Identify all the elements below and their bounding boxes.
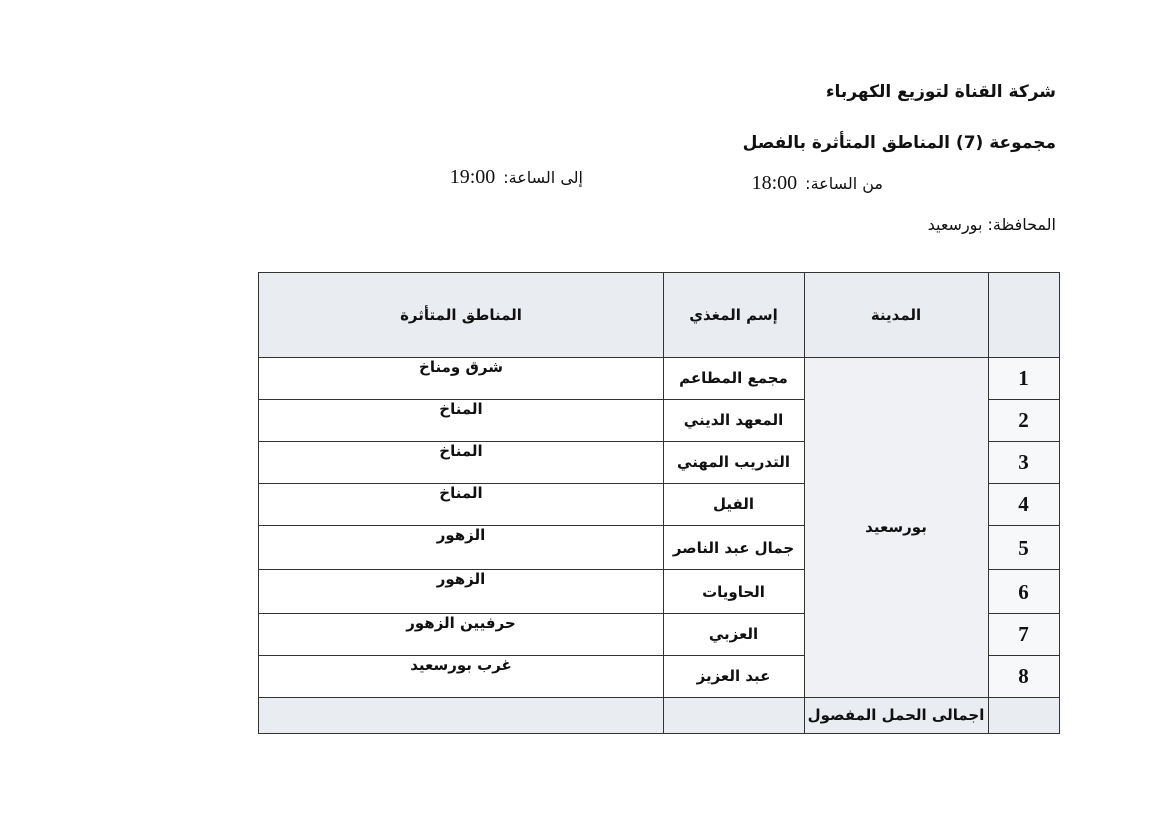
- row-number: 7: [1018, 621, 1029, 646]
- affected-area: حرفيين الزهور: [406, 614, 516, 632]
- to-time-label: إلى الساعة:: [503, 168, 583, 187]
- breaker-name: الحاويات: [702, 583, 765, 601]
- breaker-name: العزبي: [708, 625, 759, 643]
- affected-areas-table: [258, 272, 1060, 734]
- group-title: مجموعة (7) المناطق المتأثرة بالفصل: [742, 133, 1056, 153]
- row-number: 5: [1018, 535, 1029, 560]
- breaker-name: التدريب المهني: [677, 453, 790, 471]
- company-name: شركة القناة لتوزيع الكهرباء: [825, 82, 1056, 102]
- breaker-column-header: إسم المغذي: [689, 306, 778, 324]
- row-number: 6: [1018, 579, 1029, 604]
- grid-line: [988, 569, 1059, 570]
- affected-area: غرب بورسعيد: [410, 656, 512, 674]
- total-load-label: اجمالى الحمل المفصول: [807, 706, 985, 724]
- affected-area: المناخ: [439, 484, 483, 502]
- from-time: [752, 172, 883, 195]
- row-number: 3: [1018, 449, 1029, 474]
- city-column-header: المدينة: [870, 306, 922, 324]
- areas-column-header: المناطق المتأثرة: [400, 306, 522, 324]
- from-time-value: 18:00: [751, 172, 798, 194]
- row-number: 4: [1018, 491, 1029, 516]
- breaker-name: المعهد الديني: [683, 411, 784, 429]
- city-cell: بورسعيد: [865, 518, 927, 536]
- affected-area: المناخ: [439, 400, 483, 418]
- breaker-name: جمال عبد الناصر: [672, 539, 795, 557]
- row-number: 2: [1018, 407, 1029, 432]
- to-time-value: 19:00: [449, 166, 496, 188]
- affected-area: شرق ومناخ: [419, 358, 503, 376]
- governorate: المحافظة: بورسعيد: [927, 215, 1056, 234]
- to-time: [450, 166, 583, 189]
- breaker-name: عبد العزيز: [696, 667, 771, 685]
- from-time-label: من الساعة:: [805, 174, 883, 193]
- affected-area: الزهور: [436, 526, 486, 544]
- breaker-name: الفيل: [712, 495, 755, 513]
- number-column-header: [988, 273, 1059, 357]
- breaker-name: مجمع المطاعم: [679, 369, 788, 387]
- grid-line: [988, 525, 1059, 526]
- row-number: 1: [1018, 365, 1029, 390]
- row-number: 8: [1018, 663, 1029, 688]
- affected-area: المناخ: [439, 442, 483, 460]
- affected-area: الزهور: [436, 570, 486, 588]
